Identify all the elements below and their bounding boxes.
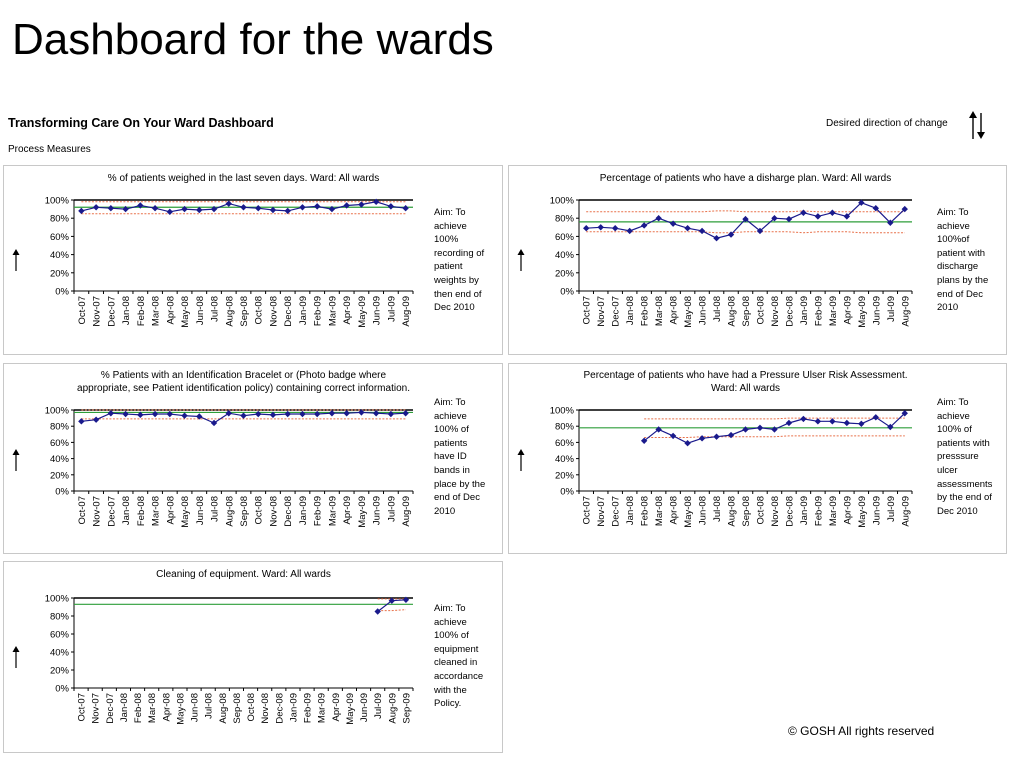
aim-line: end of Dec xyxy=(434,492,480,504)
x-tick-label: Apr-08 xyxy=(668,496,680,525)
aim-line: achieve xyxy=(434,220,467,232)
x-tick-label: Feb-09 xyxy=(302,693,314,724)
data-point xyxy=(800,210,806,216)
x-tick-label: Nov-08 xyxy=(769,296,781,327)
x-tick-label: May-09 xyxy=(856,496,868,528)
x-tick-label: Dec-08 xyxy=(283,296,295,327)
chart-title-line: Ward: All wards xyxy=(710,383,781,394)
data-point xyxy=(699,435,705,441)
data-point xyxy=(858,421,864,427)
y-tick-label: 80% xyxy=(49,421,69,433)
chart-id-bracelet xyxy=(4,364,502,553)
x-tick-label: Apr-08 xyxy=(161,693,173,722)
chart-title-line: Cleaning of equipment. Ward: All wards xyxy=(156,569,331,580)
y-tick-label: 80% xyxy=(554,213,574,225)
data-point xyxy=(373,410,379,416)
x-tick-label: Apr-08 xyxy=(668,296,680,325)
y-tick-label: 20% xyxy=(49,470,69,482)
x-tick-label: Feb-09 xyxy=(813,296,825,327)
aim-line: patient xyxy=(434,261,463,273)
x-tick-label: May-09 xyxy=(344,693,356,725)
data-point xyxy=(626,228,632,234)
data-point xyxy=(122,411,128,417)
panel-pressure-ulcer xyxy=(508,363,1007,554)
data-point xyxy=(684,225,690,231)
desired-direction-arrowhead-icon xyxy=(13,646,20,652)
data-point xyxy=(757,425,763,431)
data-point xyxy=(93,417,99,423)
x-tick-label: Jun-08 xyxy=(189,693,201,723)
data-point xyxy=(402,410,408,416)
x-tick-label: Oct-08 xyxy=(246,693,258,722)
lower-control-limit xyxy=(378,610,406,611)
x-tick-label: Jan-09 xyxy=(288,693,300,723)
y-tick-label: 60% xyxy=(49,231,69,243)
x-tick-label: Oct-07 xyxy=(581,296,593,325)
chart-title-line: % Patients with an Identification Bracelet or (Photo badge where xyxy=(100,370,387,381)
x-tick-label: Nov-07 xyxy=(90,693,102,724)
data-point xyxy=(815,213,821,219)
x-tick-label: Oct-08 xyxy=(755,296,767,325)
process-measures-label: Process Measures xyxy=(8,144,91,155)
x-tick-label: May-08 xyxy=(175,693,187,725)
x-tick-label: Aug-08 xyxy=(217,693,229,724)
aim-line: place by the xyxy=(434,478,486,490)
data-point xyxy=(742,426,748,432)
x-tick-label: Dec-08 xyxy=(274,693,286,724)
data-point xyxy=(108,410,114,416)
x-tick-label: Nov-07 xyxy=(596,296,608,327)
data-point xyxy=(93,204,99,210)
lower-control-limit xyxy=(644,436,905,438)
aim-line: Policy. xyxy=(434,698,462,710)
data-point xyxy=(240,204,246,210)
x-tick-label: Aug-09 xyxy=(387,693,399,724)
data-point xyxy=(285,208,291,214)
x-tick-label: Nov-08 xyxy=(769,496,781,527)
x-tick-label: Feb-09 xyxy=(813,496,825,527)
x-tick-label: Aug-09 xyxy=(900,296,912,327)
x-tick-label: Oct-07 xyxy=(76,693,88,722)
x-tick-label: Apr-09 xyxy=(842,496,854,525)
data-point xyxy=(402,205,408,211)
x-tick-label: Jan-09 xyxy=(297,496,309,526)
data-point xyxy=(684,440,690,446)
data-point xyxy=(771,426,777,432)
x-tick-label: Apr-09 xyxy=(330,693,342,722)
aim-line: patients with xyxy=(937,437,990,449)
desired-direction-arrowhead-icon xyxy=(518,449,525,455)
x-tick-label: May-09 xyxy=(856,296,868,328)
chart-title-line: Percentage of patients who have a disharge plan. Ward: All wards xyxy=(599,173,892,184)
data-point xyxy=(108,205,114,211)
x-tick-label: Jun-09 xyxy=(359,693,371,723)
data-point xyxy=(728,432,734,438)
x-tick-label: Oct-08 xyxy=(755,496,767,525)
x-tick-label: Apr-09 xyxy=(342,496,354,525)
x-tick-label: Oct-07 xyxy=(76,296,88,325)
aim-line: Dec 2010 xyxy=(937,505,978,517)
dashboard-title: Transforming Care On Your Ward Dashboard xyxy=(8,116,274,130)
data-point xyxy=(211,420,217,426)
panel-discharge-plan xyxy=(508,165,1007,355)
y-tick-label: 40% xyxy=(49,250,69,262)
x-tick-label: Aug-08 xyxy=(224,296,236,327)
aim-line: Aim: To xyxy=(434,603,466,614)
x-tick-label: Mar-09 xyxy=(316,693,328,724)
data-point xyxy=(240,412,246,418)
x-tick-label: Feb-08 xyxy=(133,693,145,724)
x-tick-label: Feb-08 xyxy=(639,496,651,527)
chart-title-line: Percentage of patients who have had a Pressure Ulser Risk Assessment. xyxy=(583,370,908,381)
chart-pressure-ulcer xyxy=(509,364,1006,553)
x-tick-label: Nov-07 xyxy=(91,296,103,327)
data-point xyxy=(329,410,335,416)
x-tick-label: Sep-08 xyxy=(239,296,250,327)
y-tick-label: 100% xyxy=(549,405,574,417)
data-point xyxy=(167,209,173,215)
x-tick-label: Sep-08 xyxy=(231,693,243,724)
x-tick-label: May-08 xyxy=(683,296,695,328)
x-tick-label: Nov-08 xyxy=(260,693,272,724)
data-point xyxy=(388,203,394,209)
aim-text xyxy=(434,206,484,315)
x-tick-label: Mar-08 xyxy=(150,296,162,327)
aim-text xyxy=(434,396,485,518)
data-point xyxy=(873,414,879,420)
upper-control-limit xyxy=(644,418,905,419)
x-tick-label: Jul-09 xyxy=(386,496,398,522)
aim-line: Aim: To xyxy=(937,207,969,218)
x-tick-label: Apr-09 xyxy=(842,296,854,325)
aim-line: weights by xyxy=(434,274,479,286)
x-tick-label: Feb-08 xyxy=(135,296,147,327)
data-point xyxy=(829,210,835,216)
data-point xyxy=(78,418,84,424)
x-tick-label: Oct-08 xyxy=(253,296,265,325)
data-point xyxy=(255,205,261,211)
x-tick-label: Jul-09 xyxy=(885,296,897,322)
chart-weighed xyxy=(4,166,502,354)
y-tick-label: 100% xyxy=(44,405,69,417)
x-tick-label: Apr-08 xyxy=(165,296,177,325)
x-tick-label: Aug-09 xyxy=(401,296,413,327)
aim-line: assessments xyxy=(937,478,993,490)
chart-title-line: appropriate, see Patient identification policy) containing correct information. xyxy=(77,383,410,394)
up-down-arrows-icon xyxy=(966,110,990,142)
data-point xyxy=(713,235,719,241)
aim-line: cleaned in xyxy=(434,657,478,669)
y-tick-label: 100% xyxy=(44,593,69,605)
y-tick-label: 0% xyxy=(560,286,574,298)
data-point xyxy=(314,203,320,209)
aim-line: presssure xyxy=(937,451,979,463)
aim-line: plans by the xyxy=(937,274,989,286)
x-tick-label: Dec-08 xyxy=(283,496,295,527)
aim-line: Aim: To xyxy=(434,397,466,408)
data-point xyxy=(388,411,394,417)
aim-line: Dec 2010 xyxy=(434,302,475,314)
y-tick-label: 0% xyxy=(55,683,69,695)
x-tick-label: Jan-09 xyxy=(798,496,810,526)
aim-line: equipment xyxy=(434,643,479,655)
data-point xyxy=(255,411,261,417)
aim-line: achieve xyxy=(937,410,970,422)
x-tick-label: Jan-08 xyxy=(625,496,637,526)
x-tick-label: Jul-09 xyxy=(885,496,897,522)
aim-line: patients xyxy=(434,437,468,449)
aim-text xyxy=(434,602,483,711)
panel-weighed xyxy=(3,165,503,355)
x-tick-label: Aug-09 xyxy=(900,496,912,527)
data-point xyxy=(299,204,305,210)
aim-line: Aim: To xyxy=(434,207,466,218)
data-point xyxy=(713,434,719,440)
x-tick-label: Feb-09 xyxy=(312,496,324,527)
x-tick-label: May-09 xyxy=(356,296,368,328)
y-tick-label: 40% xyxy=(49,454,69,466)
data-point xyxy=(285,411,291,417)
x-tick-label: Oct-07 xyxy=(76,496,88,525)
x-tick-label: Mar-08 xyxy=(654,496,666,527)
data-point xyxy=(612,225,618,231)
x-tick-label: Jul-09 xyxy=(386,296,398,322)
data-point xyxy=(583,225,589,231)
x-tick-label: Jul-09 xyxy=(373,693,385,719)
x-tick-label: Mar-09 xyxy=(327,496,339,527)
y-tick-label: 40% xyxy=(554,454,574,466)
x-tick-label: Oct-07 xyxy=(581,496,593,525)
y-tick-label: 80% xyxy=(49,213,69,225)
x-tick-label: Jul-08 xyxy=(209,496,221,522)
x-tick-label: Jul-08 xyxy=(712,296,724,322)
data-point xyxy=(152,205,158,211)
y-tick-label: 20% xyxy=(554,268,574,280)
data-point xyxy=(641,222,647,228)
aim-line: end of Dec xyxy=(937,288,983,300)
y-tick-label: 20% xyxy=(49,268,69,280)
x-tick-label: Aug-08 xyxy=(224,496,236,527)
aim-line: bands in xyxy=(434,464,470,476)
data-point xyxy=(699,228,705,234)
data-point xyxy=(299,411,305,417)
y-tick-label: 40% xyxy=(554,250,574,262)
x-tick-label: Aug-08 xyxy=(726,496,738,527)
x-tick-label: Jan-09 xyxy=(297,296,309,326)
data-point xyxy=(829,418,835,424)
data-point xyxy=(226,410,232,416)
y-tick-label: 100% xyxy=(549,195,574,207)
data-point xyxy=(670,433,676,439)
data-point xyxy=(844,420,850,426)
x-tick-label: Dec-07 xyxy=(106,496,118,527)
x-tick-label: May-09 xyxy=(356,496,368,528)
x-tick-label: Jan-08 xyxy=(121,296,133,326)
direction-legend-label: Desired direction of change xyxy=(826,118,948,129)
panel-id-bracelet xyxy=(3,363,503,554)
data-point xyxy=(786,420,792,426)
y-tick-label: 0% xyxy=(560,486,574,498)
desired-direction-arrowhead-icon xyxy=(518,249,525,255)
chart-cleaning xyxy=(4,562,502,752)
aim-line: by the end of xyxy=(937,492,992,504)
x-tick-label: Jul-08 xyxy=(712,496,724,522)
x-tick-label: Aug-09 xyxy=(401,496,413,527)
aim-line: 100%of xyxy=(937,234,970,246)
x-tick-label: Dec-08 xyxy=(784,496,796,527)
x-tick-label: Nov-08 xyxy=(268,496,280,527)
x-tick-label: Sep-08 xyxy=(239,496,250,527)
x-tick-label: Apr-08 xyxy=(165,496,177,525)
x-tick-label: May-08 xyxy=(180,296,192,328)
y-tick-label: 0% xyxy=(55,486,69,498)
data-point xyxy=(655,215,661,221)
x-tick-label: Jun-08 xyxy=(194,496,206,526)
panel-cleaning xyxy=(3,561,503,753)
x-tick-label: Feb-09 xyxy=(312,296,324,327)
chart-discharge-plan xyxy=(509,166,1006,354)
data-point xyxy=(167,411,173,417)
x-tick-label: Jan-08 xyxy=(625,296,637,326)
x-tick-label: May-08 xyxy=(180,496,192,528)
x-tick-label: Feb-08 xyxy=(135,496,147,527)
x-tick-label: Apr-09 xyxy=(342,296,354,325)
y-tick-label: 20% xyxy=(554,470,574,482)
y-tick-label: 20% xyxy=(49,665,69,677)
aim-line: achieve xyxy=(937,220,970,232)
x-tick-label: Mar-08 xyxy=(147,693,159,724)
desired-direction-arrowhead-icon xyxy=(13,249,20,255)
aim-line: then end of xyxy=(434,288,482,300)
x-tick-label: Sep-08 xyxy=(741,496,752,527)
data-point xyxy=(152,411,158,417)
aim-text xyxy=(937,396,992,518)
x-tick-label: Aug-08 xyxy=(726,296,738,327)
y-tick-label: 60% xyxy=(49,437,69,449)
x-tick-label: Dec-08 xyxy=(784,296,796,327)
x-tick-label: Mar-09 xyxy=(827,496,839,527)
aim-line: have ID xyxy=(434,451,467,463)
x-tick-label: Dec-07 xyxy=(106,296,118,327)
data-point xyxy=(800,416,806,422)
x-tick-label: Jun-09 xyxy=(871,496,883,526)
slide-title: Dashboard for the wards xyxy=(12,15,494,64)
x-tick-label: Mar-08 xyxy=(150,496,162,527)
aim-line: Aim: To xyxy=(937,397,969,408)
y-tick-label: 40% xyxy=(49,647,69,659)
chart-title-line: % of patients weighed in the last seven days. Ward: All wards xyxy=(107,173,380,184)
data-point xyxy=(78,208,84,214)
x-tick-label: Mar-09 xyxy=(327,296,339,327)
x-tick-label: Jan-08 xyxy=(118,693,130,723)
data-point xyxy=(343,410,349,416)
y-tick-label: 60% xyxy=(554,437,574,449)
aim-line: discharge xyxy=(937,261,979,273)
y-tick-label: 60% xyxy=(49,629,69,641)
aim-line: 2010 xyxy=(434,505,456,517)
x-tick-label: May-08 xyxy=(683,496,695,528)
x-tick-label: Dec-07 xyxy=(610,496,622,527)
upper-control-limit xyxy=(586,211,905,212)
x-tick-label: Nov-07 xyxy=(596,496,608,527)
aim-line: 100% of xyxy=(937,424,972,436)
y-tick-label: 80% xyxy=(554,421,574,433)
aim-text xyxy=(937,206,988,315)
aim-line: recording of xyxy=(434,247,485,259)
aim-line: ulcer xyxy=(937,464,958,476)
data-point xyxy=(598,224,604,230)
x-tick-label: Sep-08 xyxy=(741,296,752,327)
aim-line: 2010 xyxy=(937,302,959,314)
x-tick-label: Jun-09 xyxy=(371,496,383,526)
x-tick-label: Oct-08 xyxy=(253,496,265,525)
data-point xyxy=(314,411,320,417)
aim-line: achieve xyxy=(434,616,467,628)
y-tick-label: 0% xyxy=(55,286,69,298)
aim-line: 100% xyxy=(434,234,459,246)
x-tick-label: Jun-08 xyxy=(697,496,709,526)
aim-line: with the xyxy=(434,684,467,696)
x-tick-label: Jun-09 xyxy=(871,296,883,326)
x-tick-label: Nov-08 xyxy=(268,296,280,327)
x-tick-label: Sep-09 xyxy=(401,693,413,724)
x-tick-label: Nov-07 xyxy=(91,496,103,527)
aim-line: 100% of xyxy=(434,424,469,436)
x-tick-label: Jun-08 xyxy=(697,296,709,326)
desired-direction-arrowhead-icon xyxy=(13,449,20,455)
copyright-footer: © GOSH All rights reserved xyxy=(788,724,935,738)
lower-control-limit xyxy=(586,232,905,233)
x-tick-label: Jan-09 xyxy=(798,296,810,326)
x-tick-label: Jun-09 xyxy=(371,296,383,326)
x-tick-label: Mar-08 xyxy=(654,296,666,327)
data-point xyxy=(181,412,187,418)
x-tick-label: Dec-07 xyxy=(610,296,622,327)
x-tick-label: Feb-08 xyxy=(639,296,651,327)
aim-line: patient with xyxy=(937,247,986,259)
aim-line: 100% of xyxy=(434,630,469,642)
data-point xyxy=(815,418,821,424)
x-tick-label: Mar-09 xyxy=(827,296,839,327)
x-tick-label: Jul-08 xyxy=(203,693,215,719)
y-tick-label: 100% xyxy=(44,195,69,207)
y-tick-label: 60% xyxy=(554,231,574,243)
aim-line: accordance xyxy=(434,670,484,682)
x-tick-label: Jun-08 xyxy=(194,296,206,326)
aim-line: achieve xyxy=(434,410,467,422)
x-tick-label: Dec-07 xyxy=(104,693,116,724)
x-tick-label: Jul-08 xyxy=(209,296,221,322)
x-tick-label: Jan-08 xyxy=(121,496,133,526)
y-tick-label: 80% xyxy=(49,611,69,623)
